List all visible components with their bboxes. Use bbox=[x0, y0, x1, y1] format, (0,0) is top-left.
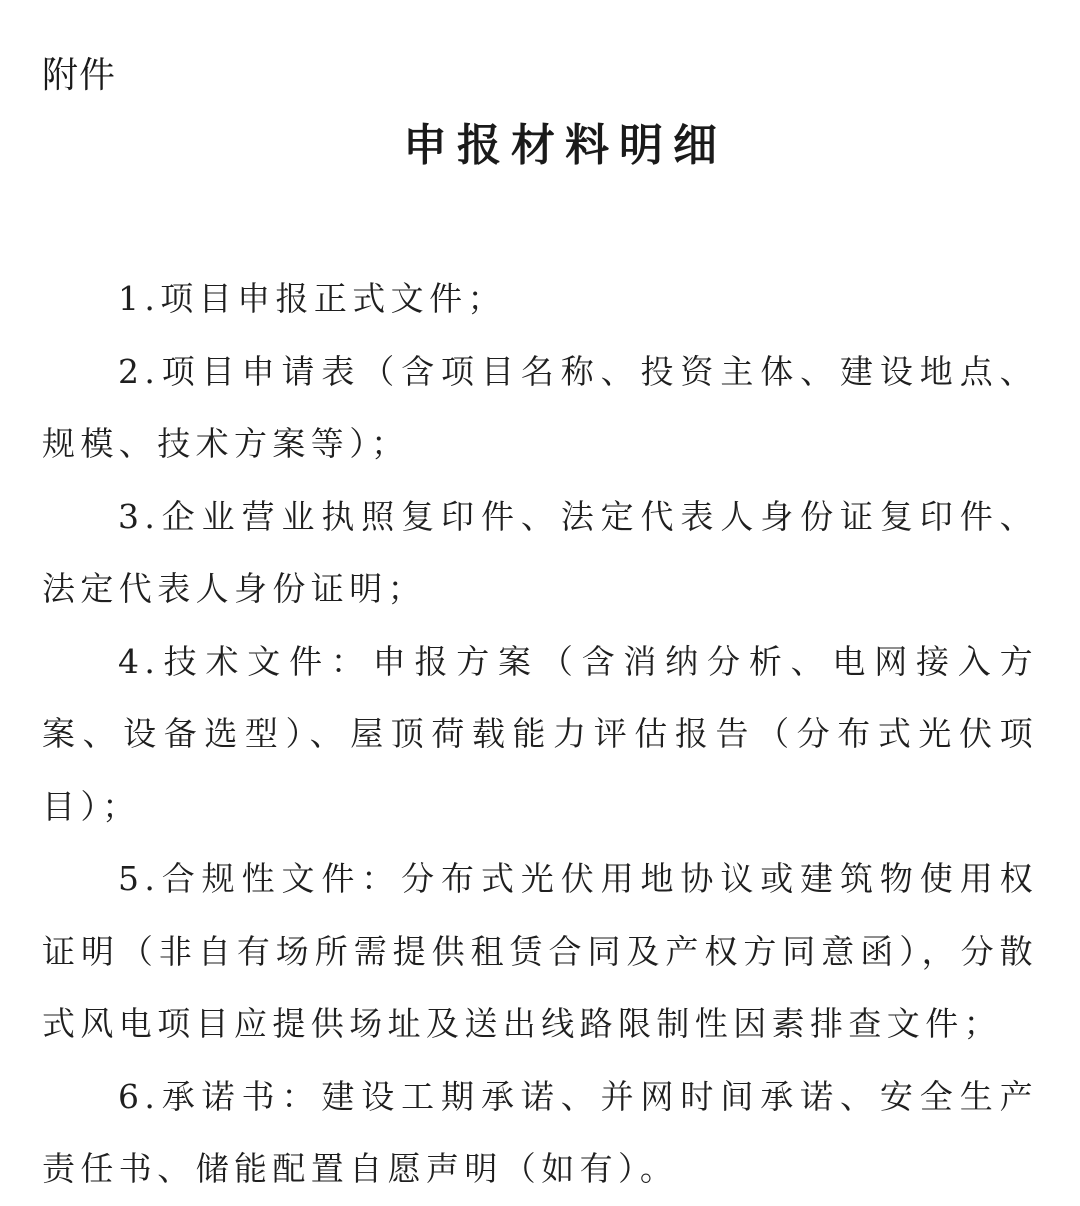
list-item: 3.企业营业执照复印件、法定代表人身份证复印件、法定代表人身份证明； bbox=[42, 496, 1038, 608]
list-item: 1.项目申报正式文件； bbox=[118, 279, 506, 318]
document-title: 申报材料明细 bbox=[403, 120, 727, 171]
materials-list bbox=[42, 263, 1038, 1206]
list-item: 6.承诺书：建设工期承诺、并网时间承诺、安全生产责任书、储能配置自愿声明（如有）。 bbox=[42, 1076, 1038, 1188]
list-item: 4.技术文件：申报方案（含消纳分析、电网接入方案、设备选型）、屋顶荷载能力评估报告（分布式光伏项目）； bbox=[42, 641, 1038, 826]
attachment-label: 附件 bbox=[42, 55, 117, 96]
list-item: 2.项目申请表（含项目名称、投资主体、建设地点、规模、技术方案等）； bbox=[42, 351, 1038, 463]
list-item: 5.合规性文件：分布式光伏用地协议或建筑物使用权证明（非自有场所需提供租赁合同及产权方同意函），分散式风电项目应提供场址及送出线路限制性因素排查文件； bbox=[42, 859, 1038, 1043]
